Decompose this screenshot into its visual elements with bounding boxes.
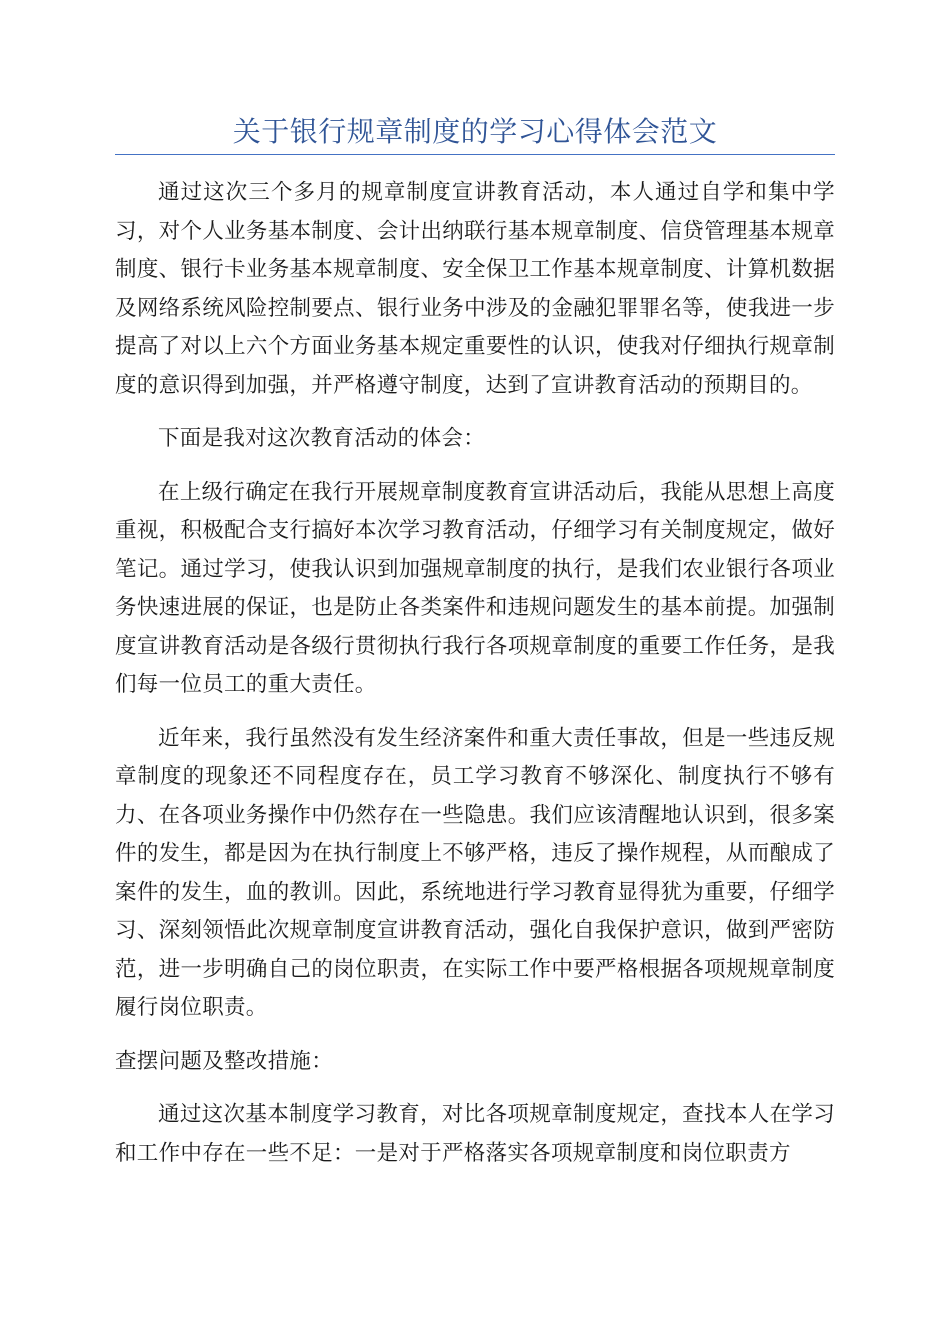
- document-title: 关于银行规章制度的学习心得体会范文: [232, 115, 718, 148]
- paragraph-recent-years: 近年来，我行虽然没有发生经济案件和重大责任事故，但是一些违反规章制度的现象还不同程度存在，员工学习教育不够深化、制度执行不够有力、在各项业务操作中仍然存在一些隐患。我们应该清醒地认识到，很多案件的发生，都是因为在执行制度上不够严格，违反了操作规程，从而酿成了案件的发生，血的教训。因此，系统地进行学习教育显得犹为重要，仔细学习、深刻领悟此次规章制度宣讲教育活动，强化自我保护意识，做到严密防范，进一步明确自己的岗位职责，在实际工作中要严格根据各项规规章制度履行岗位职责。: [115, 725, 835, 1020]
- paragraph-study: 在上级行确定在我行开展规章制度教育宣讲活动后，我能从思想上高度重视，积极配合支行搞好本次学习教育活动，仔细学习有关制度规定，做好笔记。通过学习，使我认识到加强规章制度的执行，是我们农业银行各项业务快速进展的保证，也是防止各类案件和违规问题发生的基本前提。加强制度宣讲教育活动是各级行贯彻执行我行各项规章制度的重要工作任务，是我们每一位员工的重大责任。: [115, 479, 835, 697]
- paragraph-intro: 通过这次三个多月的规章制度宣讲教育活动，本人通过自学和集中学习，对个人业务基本制度、会计出纳联行基本规章制度、信贷管理基本规章制度、银行卡业务基本规章制度、安全保卫工作基本规章制度、计算机数据及网络系统风险控制要点、银行业务中涉及的金融犯罪罪名等，使我进一步提高了对以上六个方面业务基本规定重要性的认识，使我对仔细执行规章制度的意识得到加强，并严格遵守制度，达到了宣讲教育活动的预期目的。: [115, 180, 835, 398]
- paragraph-shortcomings: 通过这次基本制度学习教育，对比各项规章制度规定，查找本人在学习和工作中存在一些不足：一是对于严格落实各项规章制度和岗位职责方: [115, 1102, 835, 1166]
- title-underline: [115, 154, 835, 155]
- paragraph-experience-heading: 下面是我对这次教育活动的体会：: [158, 426, 486, 451]
- section-heading-problems: 查摆问题及整改措施：: [115, 1048, 334, 1074]
- document-body: [115, 174, 835, 1173]
